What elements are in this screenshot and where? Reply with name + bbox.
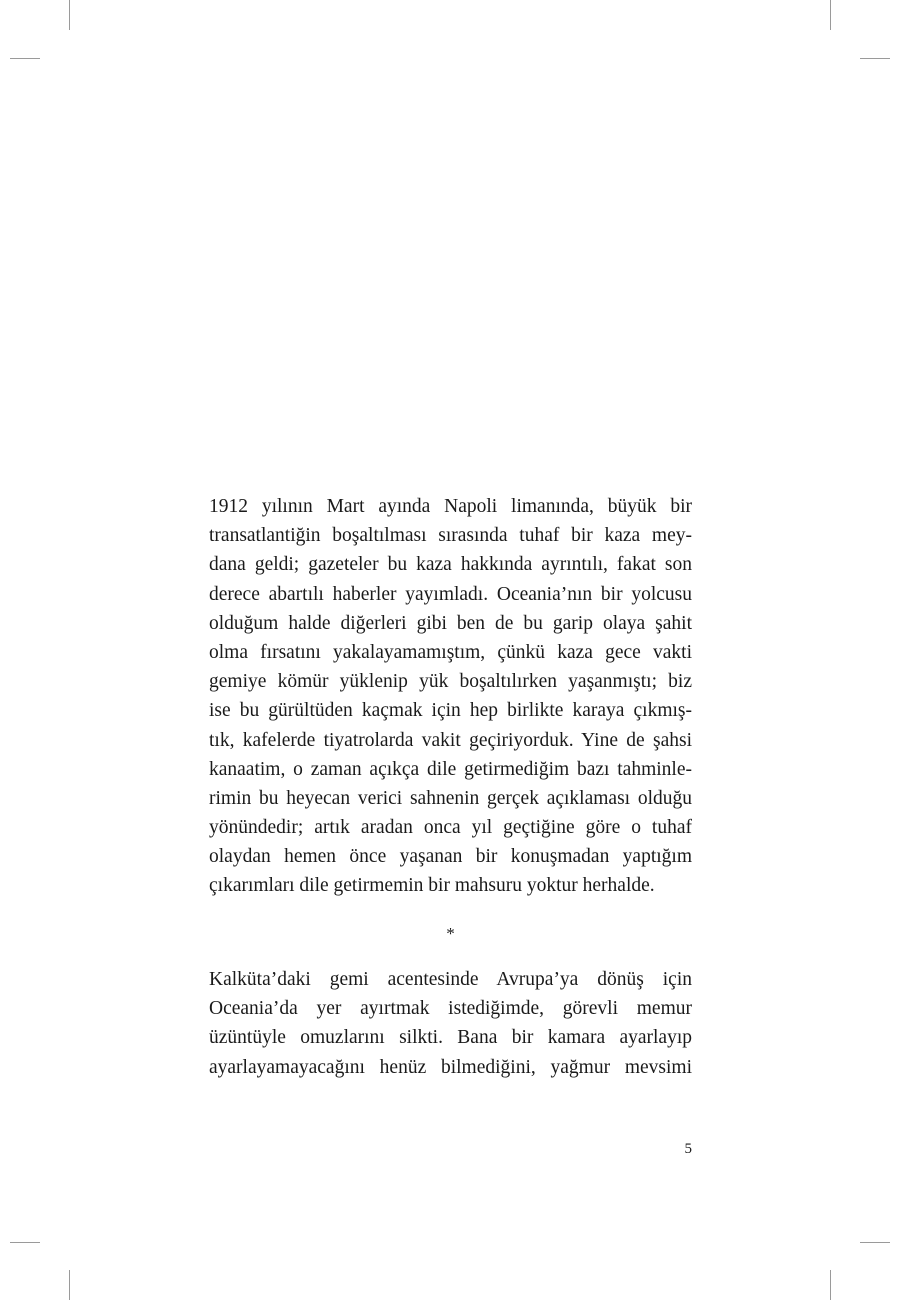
crop-mark-top-right-vertical bbox=[830, 0, 831, 30]
paragraph-line: 1912 yılının Mart ayında Napoli limanında, büyük bir bbox=[209, 496, 692, 517]
paragraph-line: dana geldi; gazeteler bu kaza hakkında ayrıntılı, fakat son bbox=[209, 554, 692, 576]
crop-mark-bottom-right-vertical bbox=[830, 1270, 831, 1300]
section-separator: * bbox=[446, 924, 455, 943]
paragraph-line: Kalküta’daki gemi acentesinde Avrupa’ya dönüş için bbox=[209, 969, 692, 990]
crop-mark-top-left-horizontal bbox=[10, 58, 40, 59]
crop-mark-bottom-left-vertical bbox=[69, 1270, 70, 1300]
paragraph-line: rimin bu heyecan verici sahnenin gerçek açıklaması olduğu bbox=[209, 787, 692, 809]
paragraph-line: tık, kafelerde tiyatrolarda vakit geçiriyorduk. Yine de şahsi bbox=[209, 729, 692, 751]
paragraph-line: olma fırsatını yakalayamamıştım, çünkü kaza gece vakti bbox=[209, 641, 692, 663]
crop-mark-bottom-left-horizontal bbox=[10, 1242, 40, 1243]
paragraph-line: yönündedir; artık aradan onca yıl geçtiğine göre o tuhaf bbox=[209, 817, 692, 839]
page-number: 5 bbox=[684, 1141, 692, 1157]
crop-mark-top-right-horizontal bbox=[860, 58, 890, 59]
paragraph-line: olduğum halde diğerleri gibi ben de bu garip olaya şahit bbox=[209, 612, 692, 634]
paragraph-line: üzüntüyle omuzlarını silkti. Bana bir kamara ayarlayıp bbox=[209, 1027, 692, 1049]
paragraph-line: ise bu gürültüden kaçmak için hep birlikte karaya çıkmış- bbox=[209, 700, 692, 722]
paragraph-line: gemiye kömür yüklenip yük boşaltılırken yaşanmıştı; biz bbox=[209, 671, 692, 693]
paragraph-line: Oceania’da yer ayırtmak istediğimde, görevli memur bbox=[209, 998, 692, 1020]
opening-paragraph bbox=[209, 492, 692, 901]
paragraph-line: olaydan hemen önce yaşanan bir konuşmadan yaptığım bbox=[209, 846, 692, 868]
crop-mark-bottom-right-horizontal bbox=[860, 1242, 890, 1243]
paragraph-line: derece abartılı haberler yayımladı. Oceania’nın bir yolcusu bbox=[209, 583, 692, 605]
paragraph-line: kanaatim, o zaman açıkça dile getirmediğim bazı tahminle- bbox=[209, 758, 692, 780]
paragraph-line: ayarlayamayacağını henüz bilmediğini, yağmur mevsimi bbox=[209, 1056, 692, 1078]
crop-mark-top-left-vertical bbox=[69, 0, 70, 30]
paragraph-line: transatlantiğin boşaltılması sırasında tuhaf bir kaza mey- bbox=[209, 525, 692, 547]
paragraph-line: çıkarımları dile getirmemin bir mahsuru yoktur herhalde. bbox=[209, 875, 655, 897]
second-paragraph bbox=[209, 965, 692, 1082]
